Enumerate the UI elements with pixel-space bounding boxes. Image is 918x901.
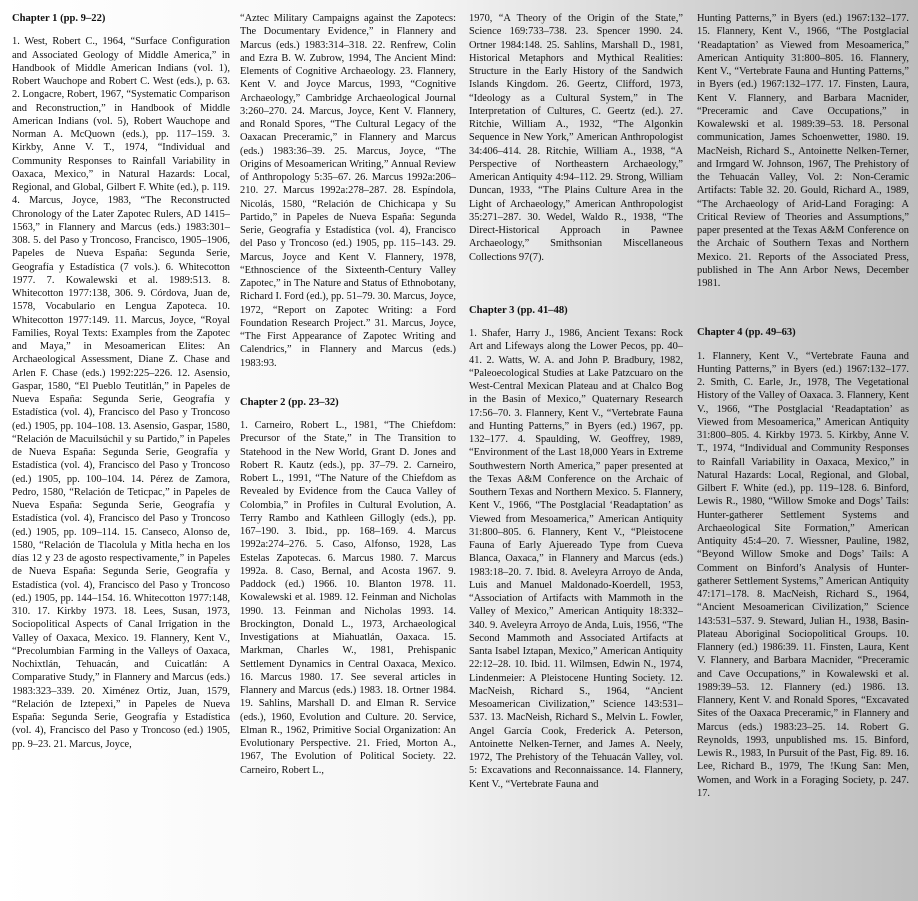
chapter-4-heading: Chapter 4 (pp. 49–63) (697, 327, 796, 339)
chapter-3-heading: Chapter 3 (pp. 41–48) (469, 304, 568, 316)
chapter-3-notes-part-1: 1. Shafer, Harry J., 1986, Ancient Texans: Rock Art and Lifeways along the Lower Pecos, pp. 40–41. 2. Watts, W. A. and John P. Bradbury, 1982, “Paleoecological Studies at Lake Patzcuaro on the West-Central Mexican Plateau and at Chalco Bog in the Basin of Mexico,” Quaternary Research 17:56–70. 3. Flannery, Kent V., “Vertebrate Fauna and Hunting Patterns,” in Byers (ed.) 1967, pp. 132–177. 4. Spaulding, W. Geoffrey, 1989, “Environment of the Last 18,000 Years in Extreme Southwestern North America,” paper presented at the Texas A&M Conference on the Archaic of Southern Texas and Northern Mexico. 5. Flannery, Kent V., 1966, “The Postglacial ‘Readaptation’ as Viewed from Mesoamerica,” American Antiquity 31:800–805. 6. Flannery, Kent V., “Pleistocene Fauna of Early Ajuereado Type from Cueva Blanca, Oaxaca,” in Flannery and Marcus (eds.) 1983:18–20. 7. Ibid. 8. Aveleyra Arroyo de Anda, Luis and Manuel Maldonado-Koerdell, 1953, “Association of Artifacts with Mammoth in the Valley of Mexico,” American Antiquity 18:332–340. 9. Aveleyra Arroyo de Anda, Luis, 1956, “The Second Mammoth and Associated Artifacts at Santa Isabel Iztapan, Mexico,” American Antiquity 22:12–28. 10. Ibid. 11. Wilmsen, Edwin N., 1974, Lindenmeier: A Pleistocene Hunting Society. 12. MacNeish, Richard S., 1964, “Ancient Mesoamerican Civilization,” Science 143:531–537. 13. MacNeish, Richard S., Melvin L. Fowler, Angel García Cook, Frederick A. Peterson, Antoinette Nelken-Terner, and James A. Neely, 1972, The Prehistory of the Tehuacán Valley, vol. 5: Excavations and Reconnaissance. 14. Flannery, Kent V., “Vertebrate Fauna and (469, 328, 683, 790)
chapter-1-notes-part-1: 1. West, Robert C., 1964, “Surface Configuration and Associated Geology of Middle America,” in Handbook of Middle American Indians (vol. 1), Robert Wauchope and Robert C. West (eds.), p. 63. 2. Longacre, Robert, 1967, “Systematic Comparison and Reconstruction,” in Handbook of Middle American Indians (vol. 5), Robert Wauchope and Norman A. McQuown (eds.), pp. 117–159. 3. Kirkby, Anne V. T., 1974, “Individual and Community Responses to Rainfall Variability in Oaxaca, Mexico,” in Natural Hazards: Local, Regional, and Global, Gilbert F. White (ed.), p. 119. 4. Marcus, Joyce, 1983, “The Reconstructed Chronology of the Later Zapotec Rulers, AD 1415–1563,” in Flannery and Marcus (eds.) 1983:301–308. 5. del Paso y Troncoso, Francisco, 1905–1906, Papeles de Nueva España: Segunda Serie, Geografía y Estadística (7 vols.). 6. Whitecotton 1977. 7. Kowalewski et al. 1989:513. 8. Whitecotton 1977:138, 306. 9. Córdova, Juan de, 1578, Vocabulario en Lengua Zapoteca. 10. Whitecotton 1977:149. 11. Marcus, Joyce, “Royal Families, Royal Texts: Examples from the Zapotec and Maya,” in Mesoamerican Elites: An Archaeological Assessment, Diane Z. Chase and Arlen F. Chase (eds.) 1992:225–226. 12. Asensio, Gaspar, 1580, “El Pueblo Teutitlán,” in Papeles de Nueva España: Segunda Serie, Geografía y Estadística (vol. 4), Francisco del Paso y Troncoso (ed.) 1905, pp. 104–108. 13. Asensio, Gaspar, 1580, “Relación de Macuilsúchil y su Partido,” in Papeles de Nueva España: Segunda Serie, Geografía y Estadística (vol. 4), Francisco del Paso y Troncoso (ed.) 1905, pp. 100–104. 14. Pérez de Zamora, Pedro, 1580, “Relación de Teticpac,” in Papeles de Nueva España: Segunda Serie, Geografía y Estadística (vol. 4), Francisco del Paso y Troncoso (ed.) 1905, pp. 109–114. 15. Canseco, Alonso de, 1580, “Relación de Tlacolula y Mitla hecha en los días 12 y 23 de agosto respectivamente,” in Papeles de Nueva España: Segunda Serie, Geografía y Estadística (vol. 4), Francisco del Paso y Troncoso (ed.) 1905, pp. 144–154. 16. Whitecotton 1977:148, 310. 17. Kirkby 1973. 18. Lees, Susan, 1973, Sociopolitical Aspects of Canal Irrigation in the Valley of Oaxaca, Mexico. 19. Flannery, Kent V., “Precolumbian Farming in the Valleys of Oaxaca, Nochixtlán, Tehuacán, and Cuicatlán: A Comparative Study,” in Flannery and Marcus (eds.) 1983:323–339. 20. Ximénez Ortiz, Juan, 1579, “Relación de Iztepexi,” in Papeles de Nueva España: Segunda Serie, Geografía y Estadística (vol. 4), Francisco del Paso y Troncoso (ed.) 1905, pp. 9–23. 21. Marcus, Joyce, (12, 36, 230, 750)
text-column-2 (240, 12, 456, 896)
text-column-4 (697, 12, 909, 896)
chapter-1-notes-part-2: “Aztec Military Campaigns against the Zapotecs: The Documentary Evidence,” in Flannery and Marcus (eds.) 1983:314–318. 22. Renfrew, Colin and Ezra B. W. Zubrow, 1994, The Ancient Mind: Elements of Cognitive Archaeology. 23. Flannery, Kent V. and Joyce Marcus, 1993, “Cognitive Archaeology,” Cambridge Archaeological Journal 3:260–270. 24. Marcus, Joyce, Kent V. Flannery, and Ronald Spores, “The Cultural Legacy of the Oaxacan Preceramic,” in Flannery and Marcus (eds.) 1983:36–39. 25. Marcus, Joyce, “The Origins of Mesoamerican Writing,” Annual Review of Anthropology 5:35–67. 26. Marcus 1992a:206–210. 27. Marcus 1992a:278–287. 28. Espíndola, Nicolás, 1580, “Relación de Chichicapa y Su Partido,” in Papeles de Nueva España: Segunda Serie, Geografía y Estadística (vol. 4), Francisco del Paso y Troncoso (ed.) 1905, pp. 115–143. 29. Marcus, Joyce and Kent V. Flannery, 1978, “Ethnoscience of the Sixteenth-Century Valley Zapotec,” in The Nature and Status of Ethnobotany, Richard I. Ford (ed.), pp. 51–79. 30. Marcus, Joyce, 1972, “Report on Zapotec Writing: a Ford Foundation Research Project.” 31. Marcus, Joyce, “The First Appearance of Zapotec Writing and Calendrics,” in Flannery and Marcus (eds.) 1983:93. (240, 13, 456, 369)
chapter-2-notes-part-1: 1. Carneiro, Robert L., 1981, “The Chiefdom: Precursor of the State,” in The Transition to Statehood in the New World, Grant D. Jones and Robert R. Kautz (eds.), pp. 37–79. 2. Carneiro, Robert L., 1991, “The Nature of the Chiefdom as Revealed by Evidence from the Cauca Valley of Colombia,” in Profiles in Cultural Evolution, A. Terry Rambo and Kathleen Gillogly (eds.), pp. 167–190. 3. Ibid., pp. 168–169. 4. Marcus 1992a:274–276. 5. Caso, Alfonso, 1928, Las Estelas Zapotecas. 6. Marcus 1980. 7. Marcus 1992a. 8. Caso, Bernal, and Acosta 1967. 9. Paddock (ed.) 1966. 10. Blanton 1978. 11. Kowalewski et al. 1989. 12. Feinman and Nicholas 1990. 13. Feinman and Nicholas 1993. 14. Brockington, Donald L., 1973, Archaeological Investigations at Miahuatlán, Oaxaca. 15. Markman, Charles W., 1981, Prehispanic Settlement Dynamics in Central Oaxaca, Mexico. 16. Marcus 1980. 17. See several articles in Flannery and Marcus (eds.) 1983. 18. Ortner 1984. 19. Sahlins, Marshall D. and Elman R. Service (eds.), 1960, Evolution and Culture. 20. Service, Elman R., 1962, Primitive Social Organization: An Evolutionary Perspective. 21. Fried, Morton A., 1967, The Evolution of Political Society. 22. Carneiro, Robert L., (240, 420, 456, 776)
chapter-2-heading: Chapter 2 (pp. 23–32) (240, 396, 339, 408)
text-column-3 (469, 12, 683, 896)
chapter-3-notes-part-2: Hunting Patterns,” in Byers (ed.) 1967:132–177. 15. Flannery, Kent V., 1966, “The Postglacial ‘Readaptation’ as Viewed from Mesoamerica,” American Antiquity 31:800–805. 16. Flannery, Kent V., “Vertebrate Fauna and Hunting Patterns,” in Byers (ed.) 1967:132–177. 17. Finsten, Laura, Kent V. Flannery, and Barbara Macnider, “Preceramic and Cave Occupations,” in Kowalewski et al. 1989:39–53. 18. Personal communication, James Schoenwetter, 1980. 19. MacNeish, Richard S., Antoinette Nelken-Terner, and Irmgard W. Johnson, 1967, The Prehistory of the Tehuacán Valley, Vol. 2: Non-Ceramic Artifacts: Table 32. 20. Gould, Richard A., 1989, “The Archaeology of Arid-Land Foraging: A Critical Review of Theories and Assumptions,” paper presented at the Texas A&M Conference on the Archaic of Southern Texas and Northern Mexico. 21. Reports of the Associated Press, published in The Ann Arbor News, December 1981. (697, 13, 909, 289)
chapter-2-notes-part-2: 1970, “A Theory of the Origin of the State,” Science 169:733–738. 23. Spencer 1990. 24. Ortner 1984:148. 25. Sahlins, Marshall D., 1981, Historical Metaphors and Mythical Realities: Structure in the Early History of the Sandwich Islands Kingdom. 26. Geertz, Clifford, 1973, “Ideology as a Cultural System,” in The Interpretation of Cultures, C. Geertz (ed.). 27. Ritchie, William A., 1932, “The Algonkin Sequence in New York,” American Anthropologist 34:406–414. 28. Ritchie, William A., 1938, “A Perspective of Northeastern Archaeology,” American Antiquity 4:94–112. 29. Strong, William Duncan, 1933, “The Plains Culture Area in the Light of Archaeology,” American Anthropologist 35:271–287. 30. Wedel, Waldo R., 1938, “The Direct-Historical Approach in Pawnee Archaeology,” Smithsonian Miscellaneous Collections 97(7). (469, 13, 683, 263)
chapter-4-notes-part-1: 1. Flannery, Kent V., “Vertebrate Fauna and Hunting Patterns,” in Byers (ed.) 1967:132–177. 2. Smith, C. Earle, Jr., 1978, The Vegetational History of the Valley of Oaxaca. 3. Flannery, Kent V., 1966, “The Postglacial ‘Readaptation’ as Viewed from Mesoamerica,” American Antiquity 31:800–805. 4. Kirkby 1973. 5. Kirkby, Anne V. T., 1974, “Individual and Community Responses to Rainfall Variability in Oaxaca, Mexico,” in Natural Hazards: Local, Regional, and Global, Gilbert F. White (ed.), pp. 119–128. 6. Binford, Lewis R., 1980, “Willow Smoke and Dogs’ Tails: Hunter-gatherer Settlement Systems and Archaeological Site Formation,” American Antiquity 45:4–20. 7. Wiessner, Pauline, 1982, “Beyond Willow Smoke and Dogs’ Tails: A Comment on Binford’s Analysis of Hunter-gatherer Settlement Systems,” American Antiquity 47:171–178. 8. MacNeish, Richard S., 1964, “Ancient Mesoamerican Civilization,” Science 143:531–537. 9. Steward, Julian H., 1938, Basin-Plateau Aboriginal Sociopolitical Groups. 10. Flannery (ed.) 1986:39. 11. Finsten, Laura, Kent V. Flannery, and Barbara Macnider, “Preceramic and Cave Occupations,” in Kowalewski et al. 1989:39–53. 12. Flannery (ed.) 1986. 13. Flannery, Kent V. and Ronald Spores, “Excavated Sites of the Oaxaca Preceramic,” in Flannery and Marcus (eds.) 1983:23–25. 14. Robert G. Reynolds, 1993, unpublished ms. 15. Binford, Lewis R., 1983, In Pursuit of the Past, Fig. 89. 16. Lee, Richard B., 1979, The !Kung San: Men, Women, and Work in a Foraging Society, p. 247. 17. (697, 350, 909, 799)
chapter-1-heading: Chapter 1 (pp. 9–22) (12, 13, 106, 24)
text-column-1 (12, 12, 230, 896)
